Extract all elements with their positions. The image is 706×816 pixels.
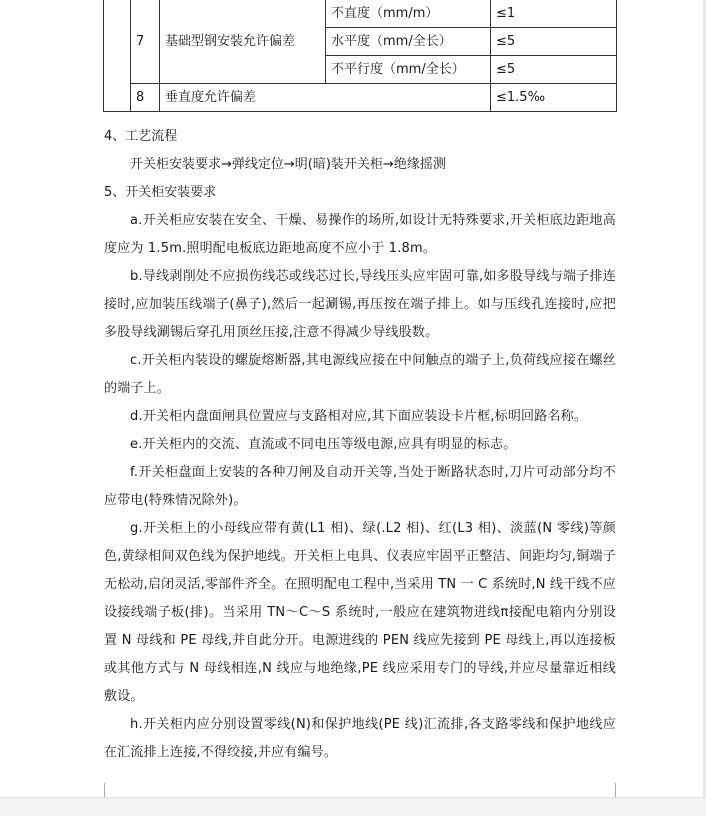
row-item: 垂直度允许偏差 xyxy=(160,84,491,112)
sub-item-label: 不直度（mm/m） xyxy=(326,0,491,28)
process-flow: 开关柜安装要求→弹线定位→明(暗)装开关柜→绝缘摇测 xyxy=(130,157,446,172)
section-heading-process: 4、工艺流程 xyxy=(104,129,178,144)
sub-item-label: 水平度（mm/全长） xyxy=(326,28,491,56)
row-number: 8 xyxy=(131,84,160,112)
sub-item-label: 不平行度（mm/全长） xyxy=(326,56,491,84)
tolerance-value: ≤5 xyxy=(491,28,617,56)
requirement-f: f.开关柜盘面上安装的各种刀闸及自动开关等,当处于断路状态时,刀片可动部分均不应带电(特殊情况除外)。 xyxy=(104,465,616,508)
section-heading-requirements: 5、开关柜安装要求 xyxy=(104,185,217,200)
requirement-d: d.开关柜内盘面闸具位置应与支路相对应,其下面应装设卡片框,标明回路名称。 xyxy=(130,409,588,424)
margin-corner-mark-right xyxy=(615,783,630,798)
requirement-e: e.开关柜内的交流、直流或不同电压等级电源,应具有明显的标志。 xyxy=(130,437,517,452)
tolerance-value: ≤5 xyxy=(491,56,617,84)
spec-table xyxy=(103,0,617,112)
requirement-c: c.开关柜内装设的螺旋熔断器,其电源线应接在中间触点的端子上,负荷线应接在螺丝的端子上。 xyxy=(104,353,616,396)
requirement-h: h.开关柜内应分别设置零线(N)和保护地线(PE 线)汇流排,各支路零线和保护地线应在汇流排上连接,不得绞接,并应有编号。 xyxy=(104,717,616,760)
table-blank-cell xyxy=(104,0,131,112)
requirement-g: g.开关柜上的小母线应带有黄(L1 相)、绿(.L2 相)、红(L3 相)、淡蓝(N 零线)等颜色,黄绿相间双色线为保护地线。开关柜上电具、仪表应牢固平正整洁、间距均匀,铜端子无松动,启闭灵活,零部件齐全。在照明配电工程中,当采用 TN 一 C 系统时,N 线干线不应设接线端子板(排)。当采用 TN～C～S 系统时,一般应在建筑物进线π接配电箱内分别设置 N 母线和 PE 母线,并自此分开。电源进线的 PEN 线应先接到 PE 母线上,再以连接板或其他方式与 N 母线相连,N 线应与地绝缘,PE 线应采用专门的导线,并应尽量靠近相线敷设。 xyxy=(104,521,616,704)
tolerance-value: ≤1 xyxy=(491,0,617,28)
margin-corner-mark-left xyxy=(90,783,105,798)
row-item: 基础型钢安装允许偏差 xyxy=(160,0,326,84)
document-body xyxy=(104,123,616,767)
table-row xyxy=(104,0,617,28)
requirement-b: b.导线剥削处不应损伤线芯或线芯过长,导线压头应牢固可靠,如多股导线与端子排连接时,应加装压线端子(鼻子),然后一起涮锡,再压按在端子排上。如与压线孔连接时,应把多股导线涮锡后穿孔用顶丝压接,注意不得减少导线股数。 xyxy=(104,269,616,340)
requirement-a: a.开关柜应安装在安全、干燥、易操作的场所,如设计无特殊要求,开关柜底边距地高度应为 1.5m.照明配电板底边距地高度不应小于 1.8m。 xyxy=(104,213,616,256)
table-row xyxy=(104,84,617,112)
tolerance-value: ≤1.5‰ xyxy=(491,84,617,112)
row-number: 7 xyxy=(131,0,160,84)
page-gap xyxy=(0,797,706,816)
